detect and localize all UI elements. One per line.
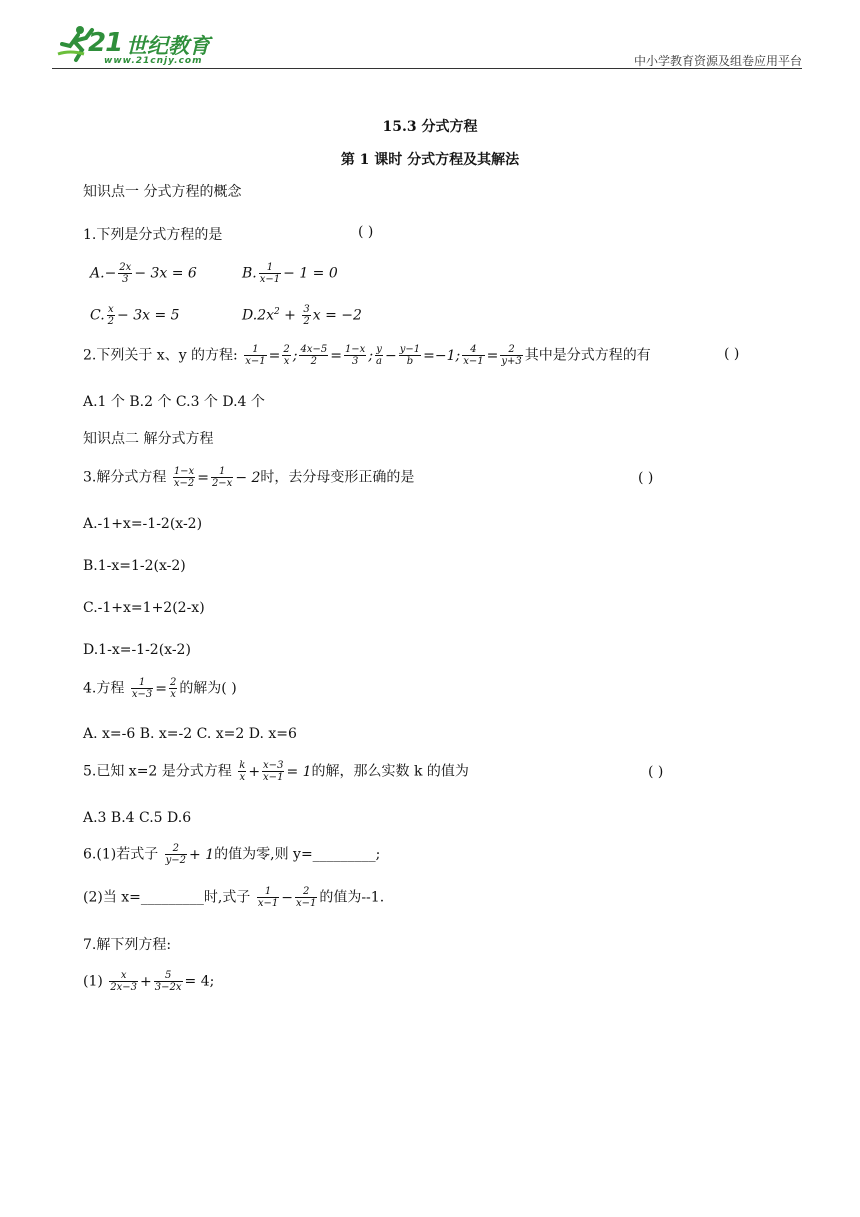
knowledge-point-2: 知识点二 解分式方程	[83, 431, 214, 447]
q5-stem: 5.已知 x=2 是分式方程 $\frac{k}{x}$ + $\frac{x-3}{x-1}$ = 1的解，那么实数 k 的值为	[83, 760, 469, 783]
q1-option-b: B. $\frac{1}{x-1}$ − 1 = 0	[242, 262, 338, 285]
q3-option-d: D.1-x=-1-2(x-2)	[83, 642, 191, 658]
q7-part1: (1) $\frac{x}{2x-3}$ + $\frac{5}{3-2x}$ = 4;	[83, 970, 215, 993]
section-title: 15.3 分式方程	[382, 119, 478, 135]
q4-options: A. x=-6 B. x=-2 C. x=2 D. x=6	[83, 726, 297, 742]
logo-chinese: 世纪教育	[126, 34, 210, 58]
q6-part2: (2)当 x=_________时,式子 $\frac{1}{x-1}$ − $\frac{2}{x-1}$ 的值为--1.	[83, 886, 385, 909]
q3-answer-paren: ( )	[638, 470, 654, 486]
lesson-title: 第 1 课时 分式方程及其解法	[340, 152, 520, 168]
q6-part1: 6.(1)若式子 $\frac{2}{y-2}$ + 1的值为零,则 y=_________;	[83, 843, 381, 866]
q1-option-d: $D.2x^2$ + $\frac{3}{2}$ x = −2	[242, 304, 362, 327]
header-divider	[52, 68, 802, 69]
q3-option-b: B.1-x=1-2(x-2)	[83, 558, 186, 574]
q4-stem: 4.方程 $\frac{1}{x-3}$ = $\frac{2}{x}$ 的解为( )	[83, 677, 237, 700]
q2-answer-paren: ( )	[724, 346, 740, 362]
platform-name: 中小学教育资源及组卷应用平台	[633, 54, 802, 68]
q1-stem: 1.下列是分式方程的是	[83, 227, 223, 243]
q1-option-a: A.− $\frac{2x}{3}$ − 3x = 6	[90, 262, 197, 285]
q1-option-c: C. $\frac{x}{2}$ − 3x = 5	[90, 304, 180, 327]
logo-number: 21	[88, 28, 123, 58]
q7-stem: 7.解下列方程:	[83, 937, 172, 953]
q2-options: A.1 个 B.2 个 C.3 个 D.4 个	[83, 394, 265, 410]
q3-stem: 3.解分式方程 $\frac{1-x}{x-2}$ = $\frac{1}{2-x}$ − 2时，去分母变形正确的是	[83, 466, 415, 489]
q3-option-a: A.-1+x=-1-2(x-2)	[83, 516, 203, 532]
logo-url: www.21cnjy.com	[104, 56, 203, 66]
knowledge-point-1: 知识点一 分式方程的概念	[83, 184, 242, 200]
logo	[56, 22, 256, 68]
q2-stem: 2.下列关于 x、y 的方程: $\frac{1}{x-1}$ = $\frac{2}{x}$ ; $\frac{4x-5}{2}$ = $\frac{1-x}{3}$ ; $\frac{y}{a}$ − $\frac{y-1}{b}$ =−1; $\frac{4}{x-1}$ = $\frac{2}{y+3}$ 其中是分式方程的有	[83, 344, 651, 367]
q3-option-c: C.-1+x=1+2(2-x)	[83, 600, 205, 616]
q1-answer-paren: ( )	[358, 224, 374, 240]
q5-options: A.3 B.4 C.5 D.6	[83, 810, 192, 826]
q5-answer-paren: ( )	[648, 764, 664, 780]
